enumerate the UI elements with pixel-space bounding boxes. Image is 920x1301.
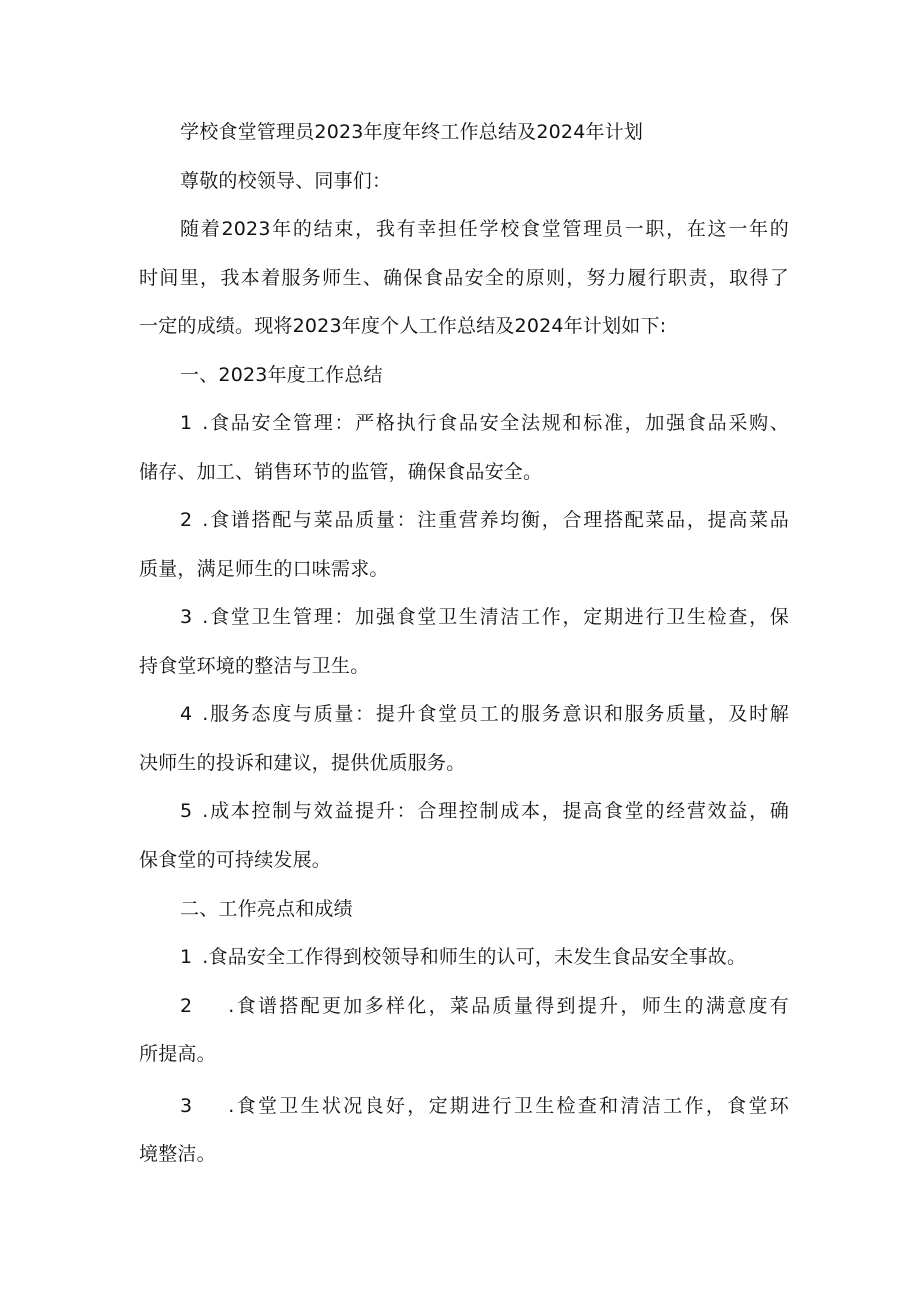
section-1-item-2-cont: 质量，满足师生的口味需求。	[139, 558, 389, 580]
item-number: 3	[180, 606, 193, 628]
item-number: 4	[180, 703, 193, 725]
section-1-heading: 一、2023年度工作总结	[180, 364, 383, 386]
intro-line-2: 时间里，我本着服务师生、确保食品安全的原则，努力履行职责，取得了	[139, 267, 789, 289]
section-2-heading: 二、工作亮点和成绩	[180, 898, 353, 920]
section-1-item-2	[180, 507, 789, 533]
intro-line-1: 随着2023年的结束，我有幸担任学校食堂管理员一职，在这一年的	[180, 218, 789, 240]
intro-line-3: 一定的成绩。现将2023年度个人工作总结及2024年计划如下:	[139, 315, 667, 337]
item-number: 5	[180, 800, 193, 822]
section-2-item-3	[180, 1093, 789, 1119]
item-number: 3	[180, 1095, 193, 1117]
item-text: .食堂卫生状况良好，定期进行卫生检查和清洁工作，食堂环	[228, 1095, 789, 1117]
section-1-item-1-cont: 储存、加工、销售环节的监管，确保食品安全。	[139, 461, 543, 483]
section-1-item-3-cont: 持食堂环境的整洁与卫生。	[139, 655, 370, 677]
item-text: .食谱搭配更加多样化，菜品质量得到提升，师生的满意度有	[228, 995, 789, 1017]
document-title: 学校食堂管理员2023年度年终工作总结及2024年计划	[180, 121, 644, 143]
salutation: 尊敬的校领导、同事们：	[180, 170, 392, 192]
item-number: 2	[180, 995, 193, 1017]
section-2-item-1	[180, 944, 789, 970]
section-2-item-2-cont: 所提高。	[139, 1043, 216, 1065]
section-1-item-4	[180, 701, 789, 727]
item-number: 2	[180, 509, 193, 531]
section-1-item-1	[180, 410, 789, 436]
item-number: 1	[180, 412, 193, 434]
item-text: .食谱搭配与菜品质量：注重营养均衡，合理搭配菜品，提高菜品	[202, 509, 789, 531]
section-2-item-2	[180, 993, 789, 1019]
section-1-item-4-cont: 决师生的投诉和建议，提供优质服务。	[139, 752, 466, 774]
section-1-item-3	[180, 604, 789, 630]
item-text: .成本控制与效益提升：合理控制成本，提高食堂的经营效益，确	[202, 800, 789, 822]
item-number: 1	[180, 946, 193, 968]
section-1-item-5-cont: 保食堂的可持续发展。	[139, 849, 332, 871]
item-text: .服务态度与质量：提升食堂员工的服务意识和服务质量，及时解	[202, 703, 789, 725]
item-text: .食品安全工作得到校领导和师生的认可，未发生食品安全事故。	[202, 946, 747, 968]
section-2-item-3-cont: 境整洁。	[139, 1143, 216, 1165]
section-1-item-5	[180, 798, 789, 824]
item-text: .食品安全管理：严格执行食品安全法规和标准，加强食品采购、	[202, 412, 789, 434]
item-text: .食堂卫生管理：加强食堂卫生清洁工作，定期进行卫生检查，保	[202, 606, 789, 628]
